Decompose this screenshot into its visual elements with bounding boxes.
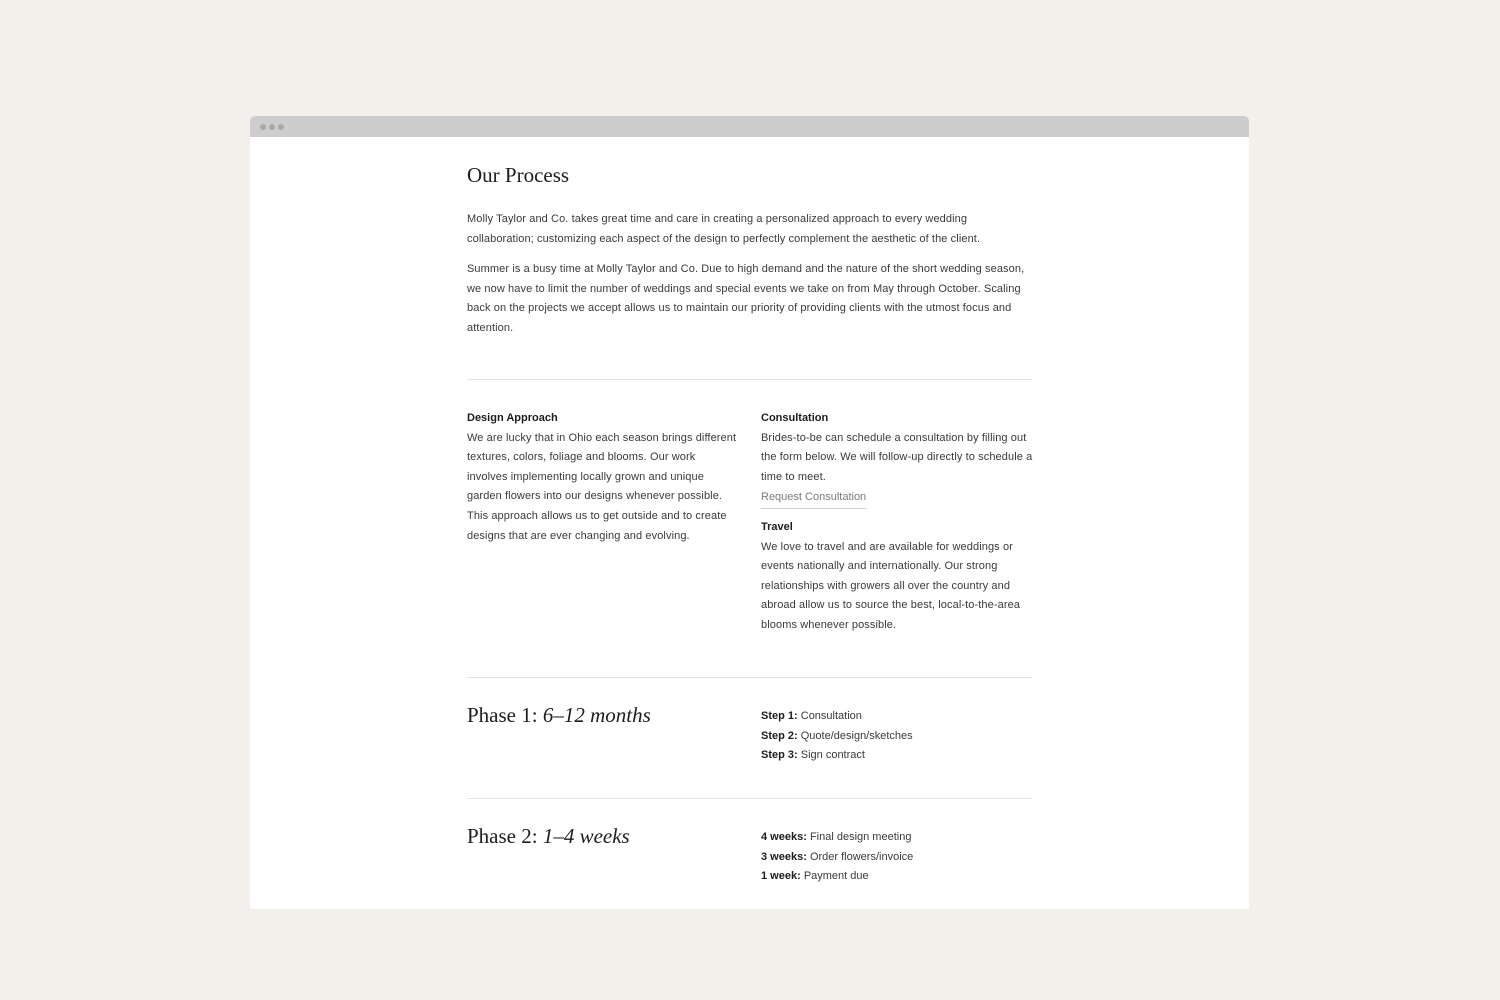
phase-1-duration: 6–12 months: [542, 703, 651, 727]
consultation-heading: Consultation: [761, 412, 829, 424]
intro-paragraph-2: Summer is a busy time at Molly Taylor and Co. Due to high demand and the nature of the short wedding season, we now have to limit the number of weddings and special events we take on from May through October. Scaling back on the projects we accept allows us to maintain our priority of providing clients with the utmost focus and attention.: [467, 263, 1025, 334]
phase-step: [761, 867, 913, 887]
phase-2-title: [467, 824, 630, 849]
consultation-section: [761, 409, 1033, 509]
window-dot-icon[interactable]: [260, 124, 266, 130]
phase-step: [761, 828, 913, 848]
window-titlebar: [250, 116, 1249, 137]
step-value: Final design meeting: [809, 831, 912, 843]
section-divider: [467, 677, 1032, 678]
phase-1-steps: [761, 707, 913, 766]
phase-step: [761, 727, 913, 747]
phase-2-duration: 1–4 weeks: [542, 824, 630, 848]
phase-2-steps: [761, 828, 913, 887]
travel-section: [761, 518, 1033, 636]
step-value: Sign contract: [800, 749, 865, 762]
section-divider: [467, 798, 1032, 799]
step-value: Consultation: [800, 710, 862, 722]
phase-1-label: Phase 1:: [467, 703, 538, 727]
browser-window: [250, 116, 1249, 909]
design-approach-section: [467, 409, 739, 546]
phase-step: [761, 848, 913, 868]
travel-heading: Travel: [761, 521, 793, 533]
page-title: Our Process: [467, 163, 570, 187]
step-value: Payment due: [803, 870, 869, 883]
step-key: Step 1:: [761, 710, 798, 722]
phase-1-title: [467, 703, 651, 728]
window-dot-icon[interactable]: [278, 124, 284, 130]
step-key: Step 3:: [761, 749, 798, 762]
step-key: 1 week:: [761, 870, 801, 883]
step-key: 4 weeks:: [761, 831, 807, 843]
design-approach-heading: Design Approach: [467, 412, 558, 424]
step-value: Quote/design/sketches: [800, 729, 913, 742]
phase-step: [761, 746, 913, 766]
consultation-text: Brides-to-be can schedule a consultation by filling out the form below. We will follow-up directly to schedule a time to meet.: [761, 431, 1033, 483]
step-value: Order flowers/invoice: [809, 850, 914, 863]
intro-paragraph-1: Molly Taylor and Co. takes great time and care in creating a personalized approach to every wedding collaboration; customizing each aspect of the design to perfectly complement the aesthetic of the client.: [467, 213, 981, 245]
design-approach-text: We are lucky that in Ohio each season brings different textures, colors, foliage and blooms. Our work involves implementing locally grown and unique garden flowers into our designs whenever possible. This approach allows us to get outside and to create designs that are ever changing and evolving.: [467, 431, 737, 542]
section-divider: [467, 379, 1032, 380]
phase-step: [761, 707, 913, 727]
travel-text: We love to travel and are available for weddings or events nationally and internationally. Our strong relationships with growers all over the country and abroad allow us to source the best, local-to-the-area blooms whenever possible.: [761, 540, 1021, 631]
window-dot-icon[interactable]: [269, 124, 275, 130]
window-controls: [260, 124, 284, 130]
phase-2-label: Phase 2:: [467, 824, 538, 848]
step-key: Step 2:: [761, 729, 798, 742]
request-consultation-link[interactable]: Request Consultation: [761, 488, 866, 509]
step-key: 3 weeks:: [761, 850, 807, 863]
